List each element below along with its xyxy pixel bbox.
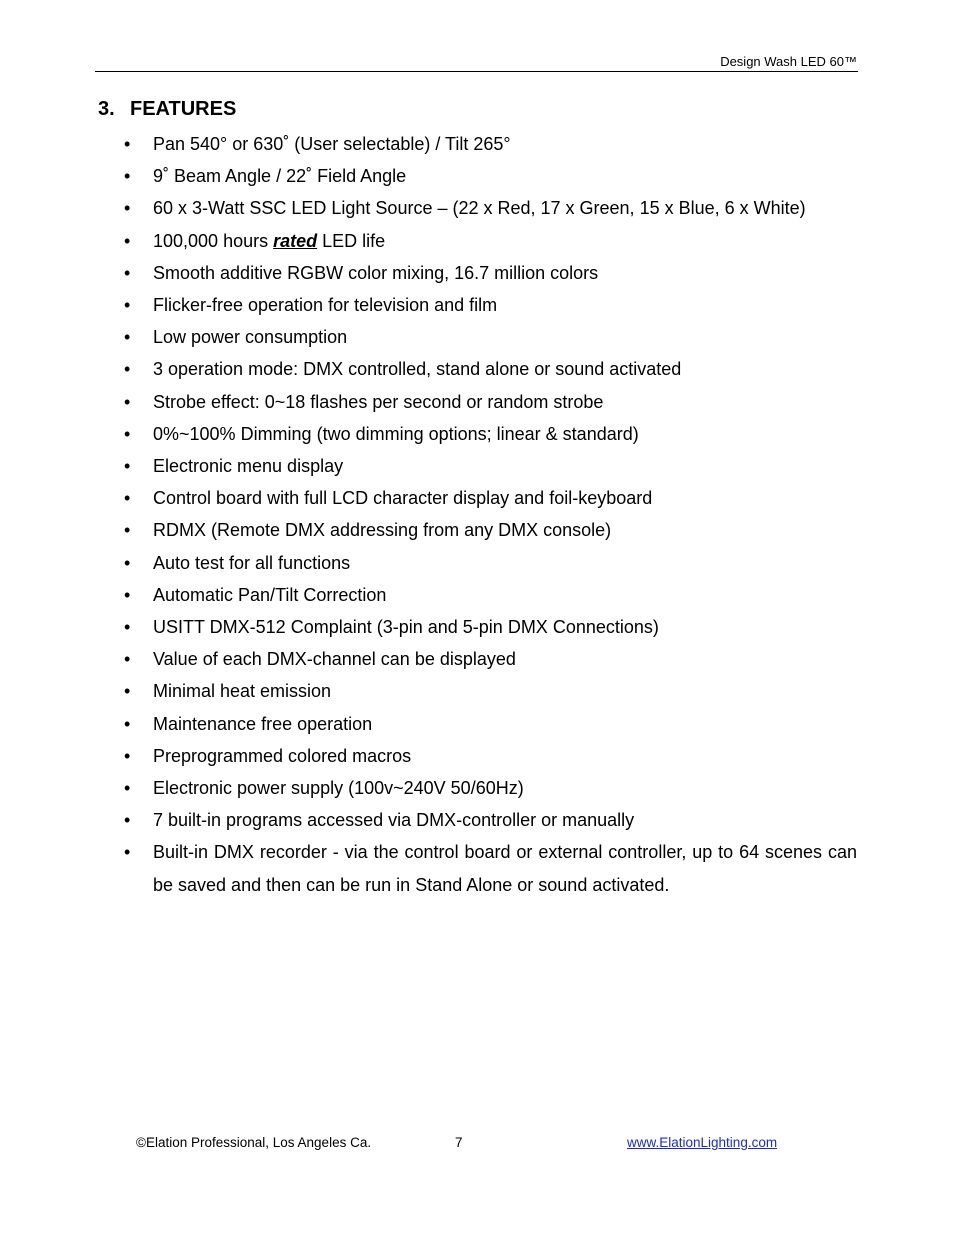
feature-text: Maintenance free operation (153, 713, 373, 734)
bullet-icon: • (124, 520, 131, 541)
bullet-icon: • (124, 810, 131, 831)
feature-text: 9˚ Beam Angle / 22˚ Field Angle (153, 166, 407, 187)
bullet-icon: • (124, 778, 131, 799)
feature-item (0, 386, 857, 418)
feature-item (0, 675, 857, 707)
bullet-icon: • (124, 134, 131, 154)
feature-text: Control board with full LCD character display and foil-keyboard (153, 488, 653, 509)
bullet-icon: • (124, 391, 131, 412)
feature-text-before: 100,000 hours (153, 230, 274, 251)
section-heading (98, 97, 236, 121)
feature-item (0, 611, 857, 643)
feature-text: RDMX (Remote DMX addressing from any DMX console) (153, 520, 612, 541)
section-title: FEATURES (130, 98, 237, 120)
bullet-icon: • (124, 842, 131, 863)
feature-text: USITT DMX-512 Complaint (3-pin and 5-pin DMX Connections) (153, 617, 659, 638)
bullet-icon: • (124, 584, 131, 605)
feature-text: Flicker-free operation for television and film (153, 295, 498, 316)
bullet-icon: • (124, 359, 131, 380)
feature-item (0, 772, 857, 804)
feature-text: Smooth additive RGBW color mixing, 16.7 million colors (153, 262, 599, 283)
features-list (0, 128, 954, 901)
feature-text: Auto test for all functions (153, 552, 351, 573)
bullet-icon: • (124, 198, 131, 219)
bullet-icon: • (124, 681, 131, 702)
footer-copyright: ©Elation Professional, Los Angeles Ca. (136, 1135, 372, 1150)
page-number: 7 (455, 1135, 463, 1150)
bullet-icon: • (124, 295, 131, 316)
feature-text: Strobe effect: 0~18 flashes per second or random strobe (153, 391, 604, 412)
feature-item (0, 321, 857, 353)
feature-text: 60 x 3-Watt SSC LED Light Source – (22 x Red, 17 x Green, 15 x Blue, 6 x White) (153, 198, 806, 219)
feature-text: Preprogrammed colored macros (153, 745, 412, 766)
feature-text: Minimal heat emission (153, 681, 332, 702)
feature-item (0, 353, 857, 385)
feature-text-after: LED life (317, 230, 386, 251)
feature-item (0, 804, 857, 836)
feature-text: 0%~100% Dimming (two dimming options; linear & standard) (153, 423, 639, 444)
feature-text: Automatic Pan/Tilt Correction (153, 584, 387, 605)
feature-item (0, 579, 857, 611)
feature-item (0, 740, 857, 772)
bullet-icon: • (124, 617, 131, 638)
feature-item (0, 160, 857, 192)
bullet-icon: • (124, 456, 131, 477)
feature-item (0, 708, 857, 740)
feature-item (0, 128, 857, 160)
feature-item (0, 418, 857, 450)
feature-text: 3 operation mode: DMX controlled, stand alone or sound activated (153, 359, 682, 380)
feature-item (0, 482, 857, 514)
feature-item (0, 547, 857, 579)
feature-item (0, 836, 857, 900)
feature-text: Electronic menu display (153, 456, 344, 477)
feature-item (0, 257, 857, 289)
feature-item (0, 192, 857, 224)
feature-text: Pan 540° or 630˚ (User selectable) / Tilt 265° (153, 134, 511, 154)
bullet-icon: • (124, 488, 131, 509)
feature-text: Value of each DMX-channel can be displayed (153, 649, 516, 670)
bullet-icon: • (124, 230, 131, 251)
bullet-icon: • (124, 423, 131, 444)
feature-text: Low power consumption (153, 327, 348, 348)
feature-item (0, 289, 857, 321)
bullet-icon: • (124, 327, 131, 348)
bullet-icon: • (124, 713, 131, 734)
feature-text: 7 built-in programs accessed via DMX-controller or manually (153, 810, 635, 831)
feature-emphasis: rated (273, 230, 318, 251)
running-header-title: Design Wash LED 60™ (720, 54, 857, 69)
bullet-icon: • (124, 262, 131, 283)
feature-item (0, 643, 857, 675)
header-rule (95, 71, 858, 72)
bullet-icon: • (124, 552, 131, 573)
section-number: 3. (98, 98, 115, 120)
feature-item (0, 225, 857, 257)
bullet-icon: • (124, 745, 131, 766)
feature-item (0, 450, 857, 482)
bullet-icon: • (124, 649, 131, 670)
website-link[interactable]: www.ElationLighting.com (627, 1135, 778, 1150)
feature-item (0, 514, 857, 546)
feature-text: Built-in DMX recorder - via the control board or external controller, up to 64 scenes can be saved and then can be run in Stand Alone or sound activated. (153, 842, 857, 895)
bullet-icon: • (124, 166, 131, 187)
feature-text: Electronic power supply (100v~240V 50/60Hz) (153, 778, 524, 799)
